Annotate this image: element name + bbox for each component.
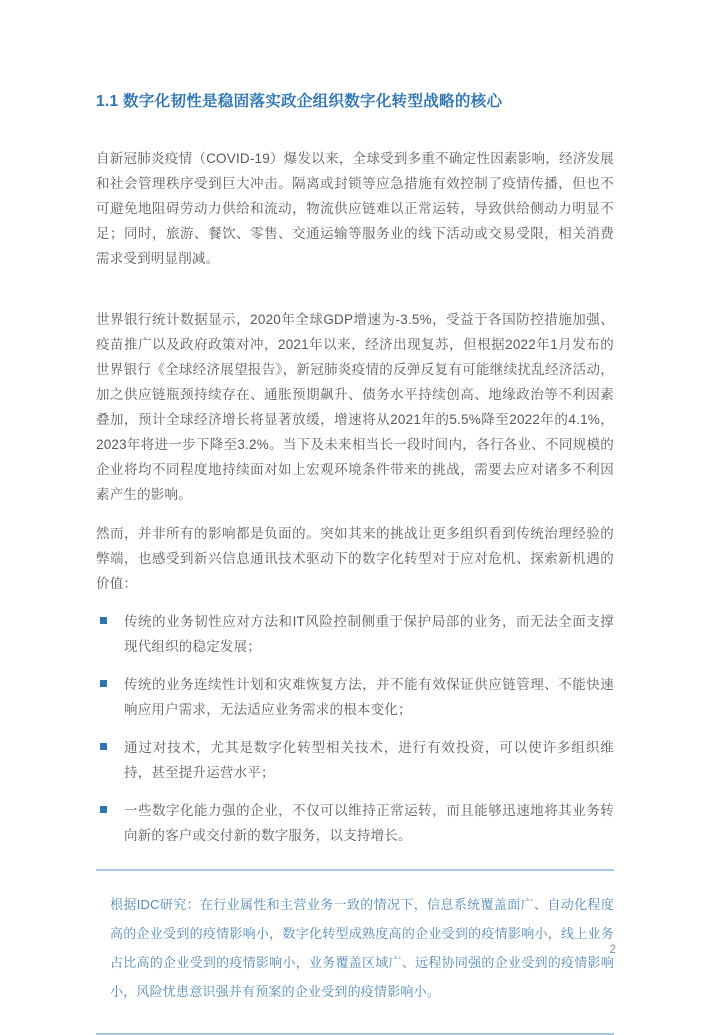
bullet-item-text: 通过对技术，尤其是数字化转型相关技术，进行有效投资，可以使许多组织维持，甚至提升运营水平； (124, 740, 614, 780)
square-bullet-icon (100, 743, 107, 750)
bullet-item-3 (96, 735, 614, 785)
page-content (96, 0, 614, 1035)
bullet-item-text: 传统的业务连续性计划和灾难恢复方法，并不能有效保证供应链管理、不能快速响应用户需求，无法适应业务需求的根本变化； (124, 677, 614, 717)
square-bullet-icon (100, 680, 107, 687)
body-paragraph-1: 自新冠肺炎疫情（COVID-19）爆发以来，全球受到多重不确定性因素影响，经济发展和社会管理秩序受到巨大冲击。隔离或封锁等应急措施有效控制了疫情传播，但也不可避免地阻碍劳动力供给和流动，物流供应链难以正常运转，导致供给侧动力明显不足；同时，旅游、餐饮、零售、交通运输等服务业的线下活动或交易受限，相关消费需求受到明显削减。 (96, 151, 614, 266)
bullet-item-text: 传统的业务韧性应对方法和IT风险控制侧重于保护局部的业务，而无法全面支撑现代组织的稳定发展； (124, 614, 614, 654)
bullet-item-4 (96, 798, 614, 848)
bullet-list (96, 609, 614, 848)
page-number: 2 (609, 942, 616, 956)
bullet-item-text: 一些数字化能力强的企业，不仅可以维持正常运转，而且能够迅速地将其业务转向新的客户或交付新的数字服务，以支持增长。 (124, 803, 614, 843)
body-paragraph-2: 世界银行统计数据显示，2020年全球GDP增速为-3.5%，受益于各国防控措施加强、疫苗推广以及政府政策对冲，2021年以来，经济出现复苏，但根据2022年1月发布的世界银行《全球经济展望报告》，新冠肺炎疫情的反弹反复有可能继续扰乱经济活动，加之供应链瓶颈持续存在、通胀预期飙升、债务水平持续创高、地缘政治等不利因素叠加，预计全球经济增长将显著放缓，增速将从2021年的5.5%降至2022年的4.1%，2023年将进一步下降至3.2%。当下及未来相当长一段时间内，各行各业、不同规模的企业将均不同程度地持续面对如上宏观环境条件带来的挑战，需要去应对诸多不利因素产生的影响。 (96, 312, 614, 502)
square-bullet-icon (100, 806, 107, 813)
section-heading: 1.1 数字化韧性是稳固落实政企组织数字化转型战略的核心 (96, 93, 503, 110)
bullet-item-1 (96, 609, 614, 659)
body-paragraph-3: 然而，并非所有的影响都是负面的。突如其来的挑战让更多组织看到传统治理经验的弊端，也感受到新兴信息通讯技术驱动下的数字化转型对于应对危机、探索新机遇的价值： (96, 526, 614, 591)
square-bullet-icon (100, 617, 107, 624)
footnote-block (96, 869, 614, 1035)
bullet-item-2 (96, 672, 614, 722)
footnote-text: 根据IDC研究：在行业属性和主营业务一致的情况下，信息系统覆盖面广、自动化程度高的企业受到的疫情影响小，数字化转型成熟度高的企业受到的疫情影响小，线上业务占比高的企业受到的疫情影响小，业务覆盖区域广、远程协同强的企业受到的疫情影响小，风险忧患意识强并有预案的企业受到的疫情影响小。 (110, 897, 614, 999)
